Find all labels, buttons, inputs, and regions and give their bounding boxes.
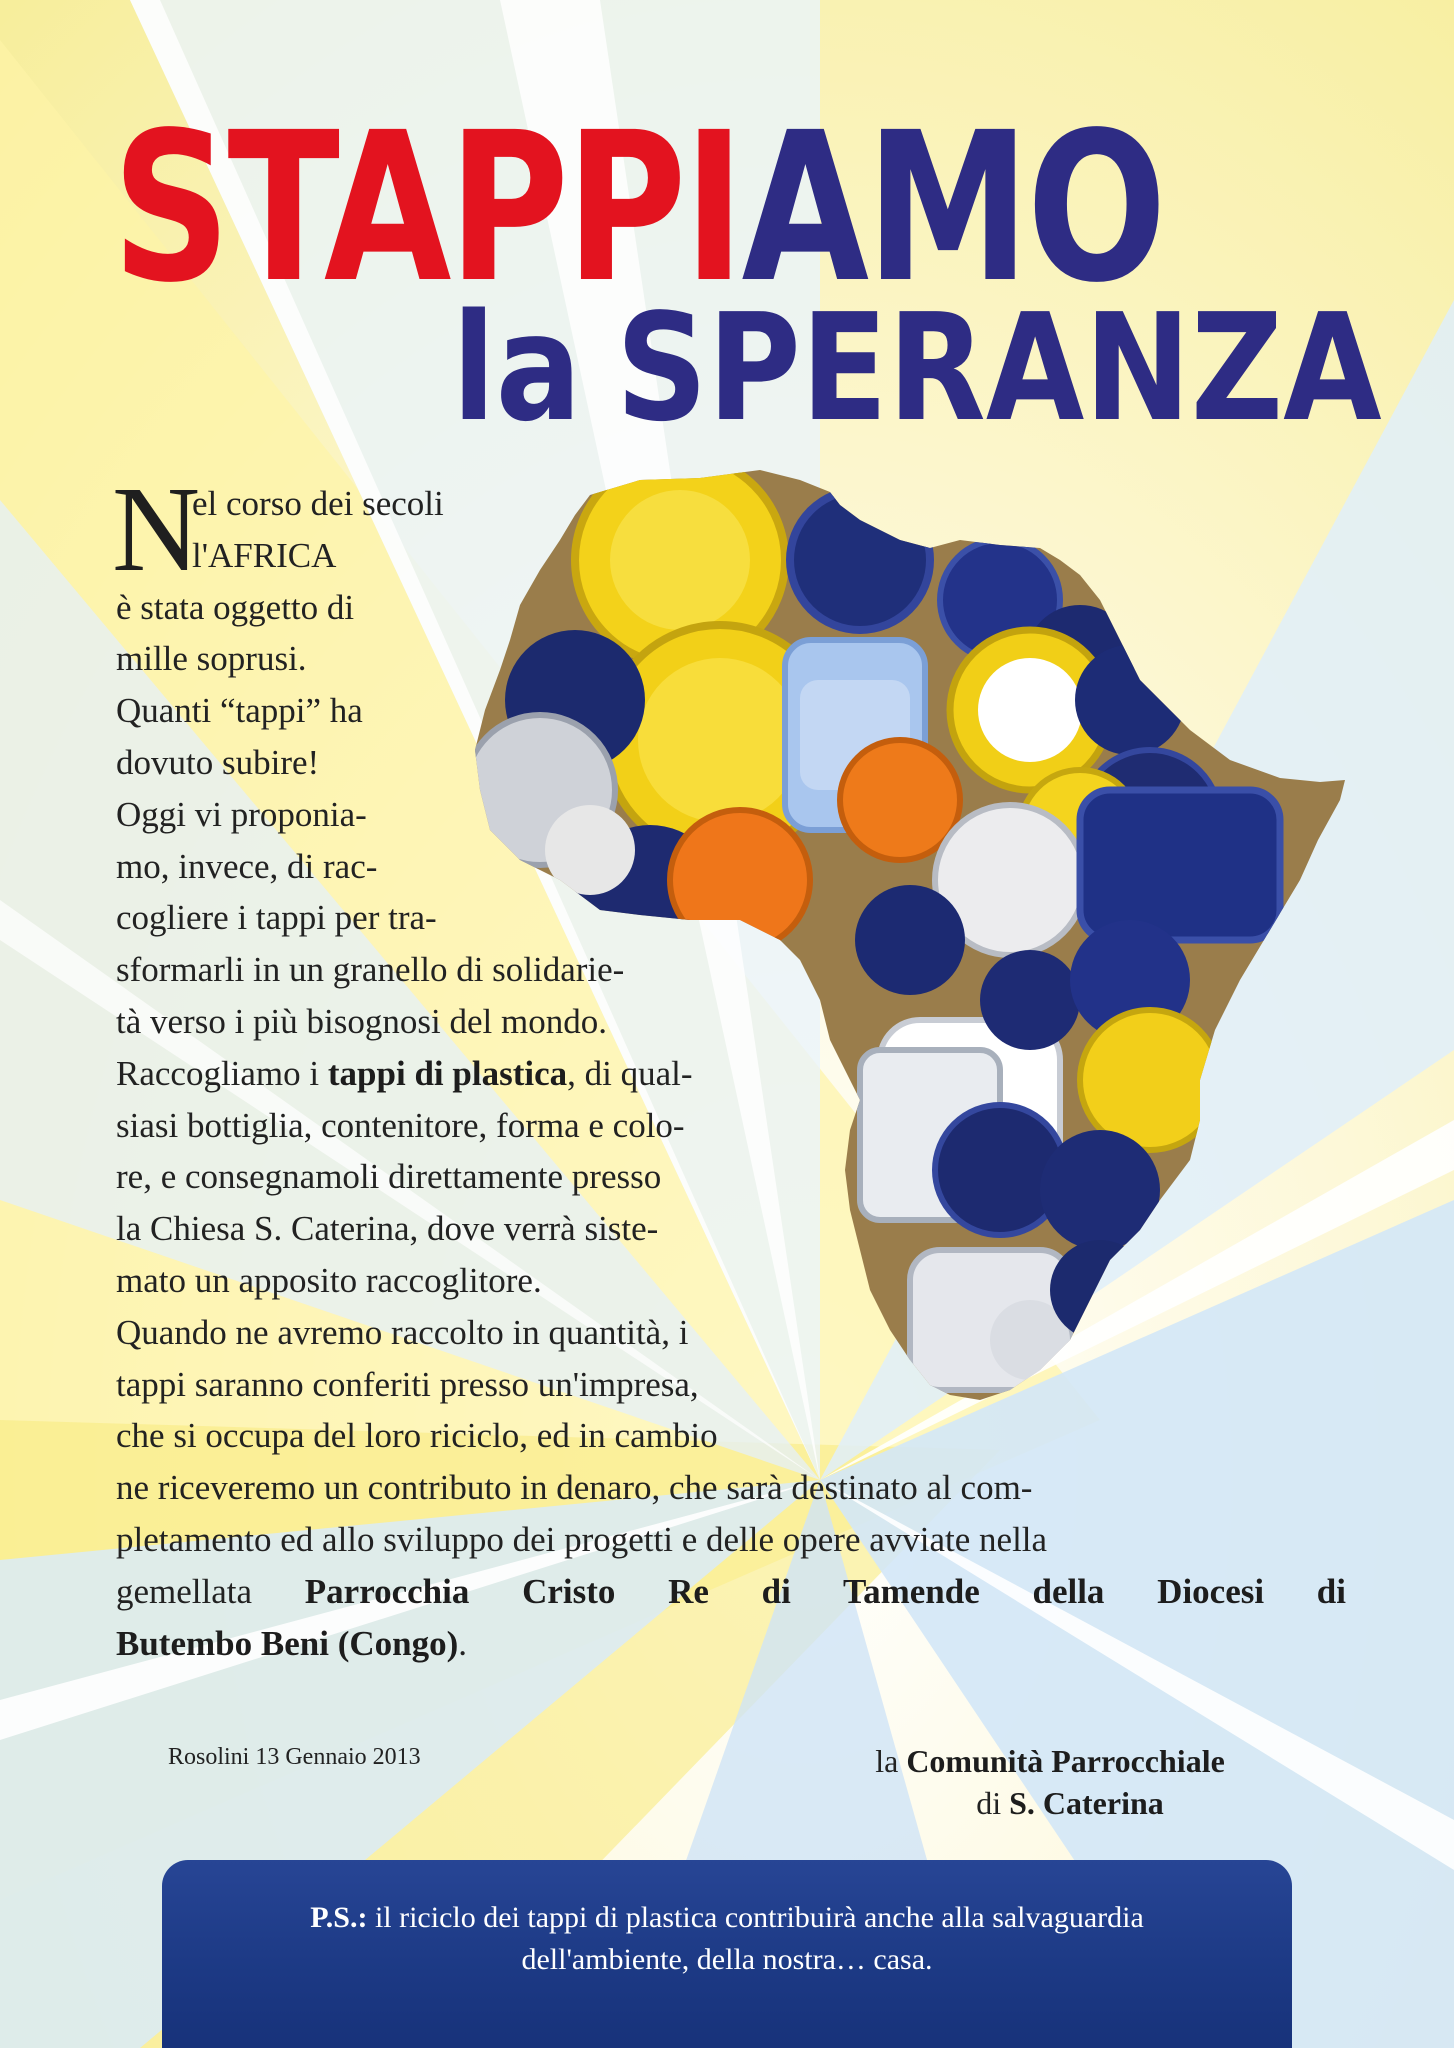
body-line: sformarli in un granello di solidarie- (116, 950, 625, 990)
ps-text: P.S.: il riciclo dei tappi di plastica contribuirà anche alla salvaguardia dell'ambiente, della nostra… casa. (310, 1901, 1144, 1976)
body-line: el corso dei secoli (192, 484, 444, 523)
drop-cap: N (112, 462, 201, 597)
body-line: mato un apposito raccoglitore. (116, 1260, 542, 1300)
body-line: mille soprusi. (116, 639, 307, 679)
body-line: pletamento ed allo sviluppo dei progetti e delle opere avviate nella (116, 1519, 1048, 1559)
bold-parrocchia: Parrocchia Cristo Re di Tamende della Diocesi di (304, 1571, 1347, 1611)
date-line: Rosolini 13 Gennaio 2013 (168, 1744, 421, 1770)
ps-label: P.S.: (310, 1901, 368, 1934)
body-line: l'AFRICA (192, 535, 337, 575)
body-line: che si occupa del loro riciclo, ed in cambio (116, 1416, 718, 1456)
body-line: tà verso i più bisognosi del mondo. (116, 1001, 607, 1041)
body-line: Oggi vi proponia- (116, 794, 367, 834)
body-line: siasi bottiglia, contenitore, forma e colo- (116, 1105, 685, 1145)
body-line: Raccogliamo i tappi di plastica, di qual- (116, 1053, 693, 1093)
body-text (116, 478, 1346, 1669)
body-line: la Chiesa S. Caterina, dove verrà siste- (116, 1209, 659, 1249)
body-line: Butembo Beni (Congo). (116, 1623, 467, 1663)
main-title (112, 88, 1164, 328)
subtitle-speranza: SPERANZA (615, 282, 1382, 454)
body-line: è stata oggetto di (116, 587, 355, 627)
ps-box (162, 1860, 1292, 2048)
body-line: dovuto subire! (116, 742, 320, 782)
title-blue-part: AMO (741, 88, 1164, 328)
bold-tappi-di-plastica: tappi di plastica (327, 1053, 568, 1093)
body-line: re, e consegnamoli direttamente presso (116, 1157, 662, 1197)
subtitle-la: la (452, 282, 582, 454)
body-line: gemellata Parrocchia Cristo Re di Tamende della Diocesi di (116, 1571, 1347, 1611)
body-line: Quanti “tappi” ha (116, 691, 363, 731)
subtitle (452, 282, 1382, 454)
body-line: Quando ne avremo raccolto in quantità, i (116, 1312, 689, 1352)
signature-block: la Comunità Parrocchiale di S. Caterina (875, 1743, 1225, 1821)
title-red-part: STAPPI (112, 88, 742, 328)
body-line: mo, invece, di rac- (116, 846, 378, 886)
body-line: ne riceveremo un contributo in denaro, che sarà destinato al com- (116, 1468, 1033, 1508)
body-line: cogliere i tappi per tra- (116, 898, 437, 938)
bold-butembo: Butembo Beni (Congo) (116, 1623, 459, 1663)
body-line: tappi saranno conferiti presso un'impresa, (116, 1364, 699, 1404)
